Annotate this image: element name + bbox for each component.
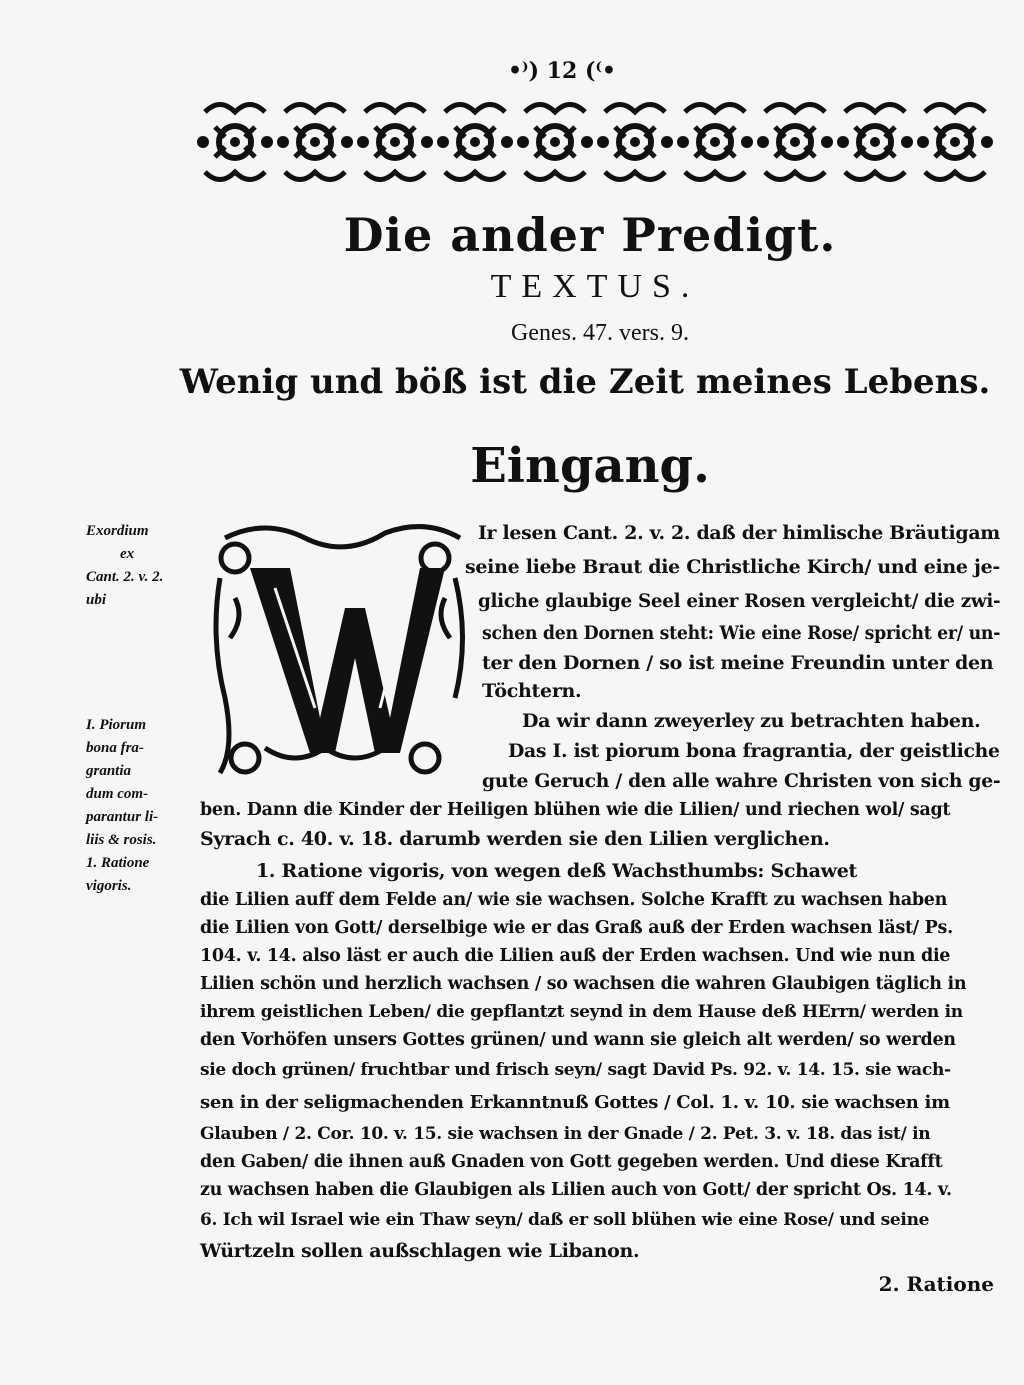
body-line: die Lilien von Gott/ derselbige wie er das Graß auß der Erden wachsen läst/ Ps. [200,918,953,938]
decorative-border-ornament [195,92,995,192]
body-line: sie doch grünen/ fruchtbar und frisch seyn/ sagt David Ps. 92. v. 14. 15. sie wach- [200,1060,951,1080]
body-line: Töchtern. [482,680,582,702]
decorated-initial-w-image [205,518,475,783]
marginal-line: grantia [86,763,132,779]
marginal-line: Cant. 2. v. 2. [86,569,164,585]
marginal-note-exordium [86,520,196,612]
section-heading: Eingang. [470,438,710,494]
body-line: sen in der seligmachenden Erkanntnuß Gottes / Col. 1. v. 10. sie wachsen im [200,1092,950,1113]
body-line: ter den Dornen / so ist meine Freundin unter den [482,652,994,674]
body-line: gliche glaubige Seel einer Rosen vergleicht/ die zwi- [478,590,1001,612]
body-line: Da wir dann zweyerley zu betrachten haben. [522,710,981,732]
marginal-line: ubi [86,592,107,608]
body-line: zu wachsen haben die Glaubigen als Lilien auch von Gott/ der spricht Os. 14. v. [200,1180,952,1200]
marginal-line: vigoris. [86,878,132,894]
marginal-line: liis & rosis. [86,832,157,848]
body-line: Syrach c. 40. v. 18. darumb werden sie den Lilien verglichen. [200,828,830,850]
body-line: den Gaben/ die ihnen auß Gnaden von Gott gegeben werden. Und diese Krafft [200,1152,943,1172]
body-line: die Lilien auff dem Felde an/ wie sie wachsen. Solche Krafft zu wachsen haben [200,890,948,910]
scripture-reference: Genes. 47. vers. 9. [511,320,689,346]
body-line: Lilien schön und herzlich wachsen / so wachsen die wahren Glaubigen täglich in [200,974,967,994]
body-line: Glauben / 2. Cor. 10. v. 15. sie wachsen in der Gnade / 2. Pet. 3. v. 18. das ist/ in [200,1124,931,1144]
marginal-note-fragrantia [86,714,196,898]
marginal-line: ex [120,546,135,562]
body-line: gute Geruch / den alle wahre Christen von sich ge- [482,770,1001,792]
body-line: ben. Dann die Kinder der Heiligen blühen wie die Lilien/ und riechen wol/ sagt [200,800,951,820]
body-line: Würtzeln sollen außschlagen wie Libanon. [200,1240,640,1262]
body-line: 1. Ratione vigoris, von wegen deß Wachsthumbs: Schawet [256,860,857,882]
marginal-line: I. Piorum [86,717,147,733]
catchword: 2. Ratione [878,1272,994,1296]
body-line: Ir lesen Cant. 2. v. 2. daß der himlische Bräutigam [478,522,1001,544]
body-line: 104. v. 14. also läst er auch die Lilien auß der Erden wachsen. Und wie nun die [200,946,951,966]
marginal-line: 1. Ratione [86,855,150,871]
marginal-line: bona fra- [86,740,144,756]
body-line: seine liebe Braut die Christliche Kirch/ und eine je- [465,556,1000,578]
sermon-title: Die ander Predigt. [343,208,837,262]
marginal-line: Exordium [86,523,149,539]
body-line: 6. Ich wil Israel wie ein Thaw seyn/ daß er soll blühen wie eine Rose/ und seine [200,1210,930,1230]
textus-heading: TEXTUS. [490,268,700,305]
body-line: Das I. ist piorum bona fragrantia, der geistliche [508,740,1000,762]
marginal-line: parantur li- [86,809,159,825]
body-line: ihrem geistlichen Leben/ die gepflantzt seynd in dem Hause deß HErrn/ werden in [200,1002,963,1022]
marginal-line: dum com- [86,786,149,802]
body-line: schen den Dornen steht: Wie eine Rose/ spricht er/ un- [482,622,1001,644]
scripture-quote: Wenig und böß ist die Zeit meines Lebens. [179,362,991,402]
body-line: den Vorhöfen unsers Gottes grünen/ und wann sie gleich alt werden/ so werden [200,1030,956,1050]
page-number: •⁾) 12 (⁽• [508,58,616,84]
